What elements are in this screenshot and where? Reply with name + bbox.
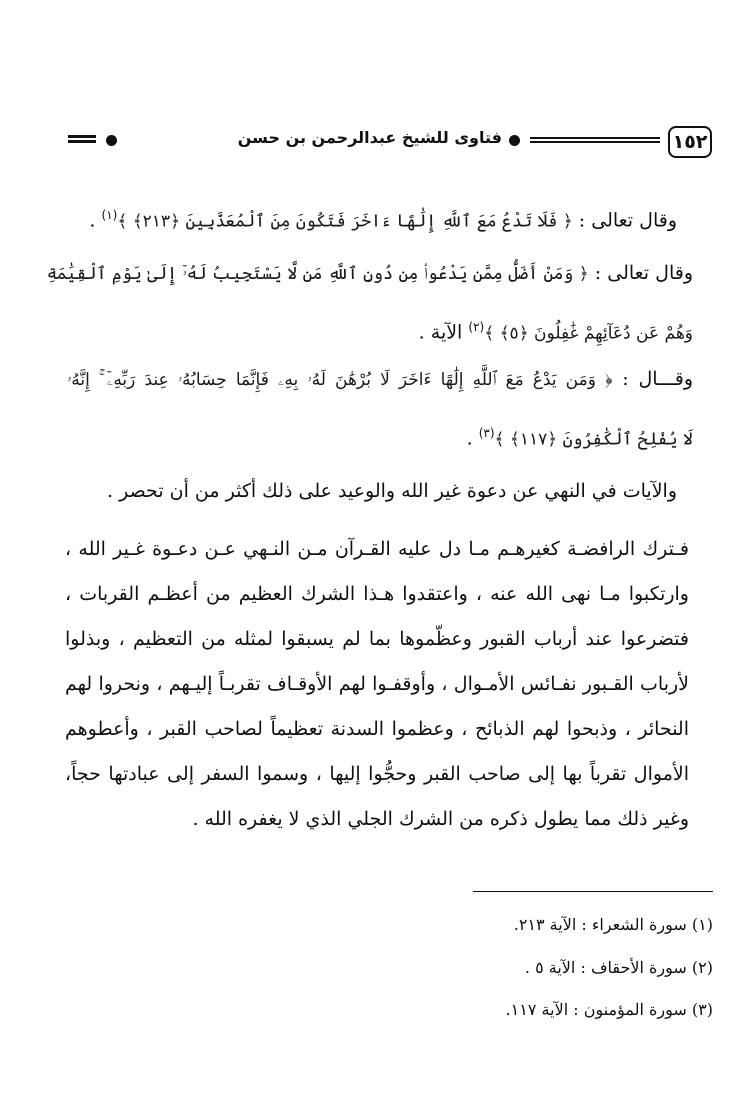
quote-line xyxy=(67,312,693,348)
body-paragraph: والآيات في النهي عن دعوة غير الله والوعيد على ذلك أكثر من أن تحصر . xyxy=(107,480,677,502)
quote-tail: . xyxy=(89,209,102,232)
footnote: (٣) سورة المؤمنون : الآية ١١٧. xyxy=(505,1000,713,1019)
body-line: لأرباب القـبور نفـائس الأمـوال ، وأوقفـوا لهم الأوقـاف تقربـاً إليـهم ، ونحروا لهم xyxy=(65,673,689,695)
footnote-separator xyxy=(473,891,713,892)
body-line: وغير ذلك مما يطول ذكره من الشرك الجلي الذي لا يغفره الله . xyxy=(192,808,689,830)
footnote-ref: (١) xyxy=(101,208,118,222)
page-number: ١٥٢ xyxy=(668,126,712,158)
quran-verse: ﴿ وَمَن يَدْعُ مَعَ ٱللَّهِ إِلَٰهًا ءَاخَرَ لَا بُرْهَٰنَ لَهُۥ بِهِۦ فَإِنَّمَا حِسَابُهُۥ عِندَ رَبِّهِۦٓ ۚ إِنَّهُۥ xyxy=(67,370,613,390)
footnote: (١) سورة الشعراء : الآية ٢١٣. xyxy=(513,915,713,934)
body-line: وارتكبوا مـا نهى الله عنه ، واعتقدوا هـذا الشرك العظيم من أعظـم القربات ، xyxy=(65,583,689,605)
quote-tail: . xyxy=(466,427,479,450)
footnote-ref: (٢) xyxy=(468,320,485,334)
header-double-rule xyxy=(530,137,660,143)
footnote-ref: (٣) xyxy=(478,426,495,440)
header-end-rule xyxy=(68,135,96,143)
running-title: فتاوى للشيخ عبدالرحمن بن حسن xyxy=(237,128,502,147)
quran-verse: وَهُمْ عَن دُعَآئِهِمْ غَٰفِلُونَ ﴿٥﴾ ﴾ xyxy=(484,323,693,344)
quran-verse: ﴿ وَمَنْ أَضَلُّ مِمَّن يَدْعُوا۟ مِن دُونِ ٱللَّهِ مَن لَّا يَسْتَجِيبُ لَهُۥٓ إِلَىٰ يَوْمِ ٱلْقِيَٰمَةِ xyxy=(46,264,589,284)
quote-lead: وقـــال : xyxy=(612,368,693,390)
quote-line xyxy=(46,258,693,289)
body-line: الأموال تقرباً بها إلى صاحب القبر وحجُّوا إليها ، وسموا السفر إلى عبادتها حجاً، xyxy=(65,763,689,785)
quote-line xyxy=(67,418,693,454)
quote-lead: وقال تعالى : xyxy=(588,262,693,284)
header-bullet-icon xyxy=(106,135,117,146)
body-line: فـترك الرافضـة كغيرهـم مـا دل عليه القـرآن مـن النـهي عـن دعـوة غـير الله ، xyxy=(65,538,689,560)
header-bullet-icon xyxy=(509,135,520,146)
body-line: النحائر ، وذبحوا لهم الذبائح ، وعظموا السدنة تعظيماً لصاحب القبر ، وأعطوهم xyxy=(65,718,689,740)
quote-lead: وقال تعالى : xyxy=(572,209,677,232)
quote-line xyxy=(67,200,677,236)
quote-line xyxy=(67,364,693,395)
quran-verse: ﴿ فَلَا تَدْعُ مَعَ ٱللَّهِ إِلَٰهًا ءَاخَرَ فَتَكُونَ مِنَ ٱلْمُعَذَّبِينَ ﴿٢١٣﴾ ﴾ xyxy=(117,211,573,232)
running-header xyxy=(66,126,712,162)
quran-verse: لَا يُفْلِحُ ٱلْكَٰفِرُونَ ﴿١١٧﴾ ﴾ xyxy=(494,429,693,450)
quote-tail: الآية . xyxy=(418,321,469,344)
footnote: (٢) سورة الأحقاف : الآية ٥ . xyxy=(524,958,713,977)
body-line: فتضرعوا عند أرباب القبور وعظّموها بما لم يسبقوا لمثله من التعظيم ، وبذلوا xyxy=(65,628,689,650)
